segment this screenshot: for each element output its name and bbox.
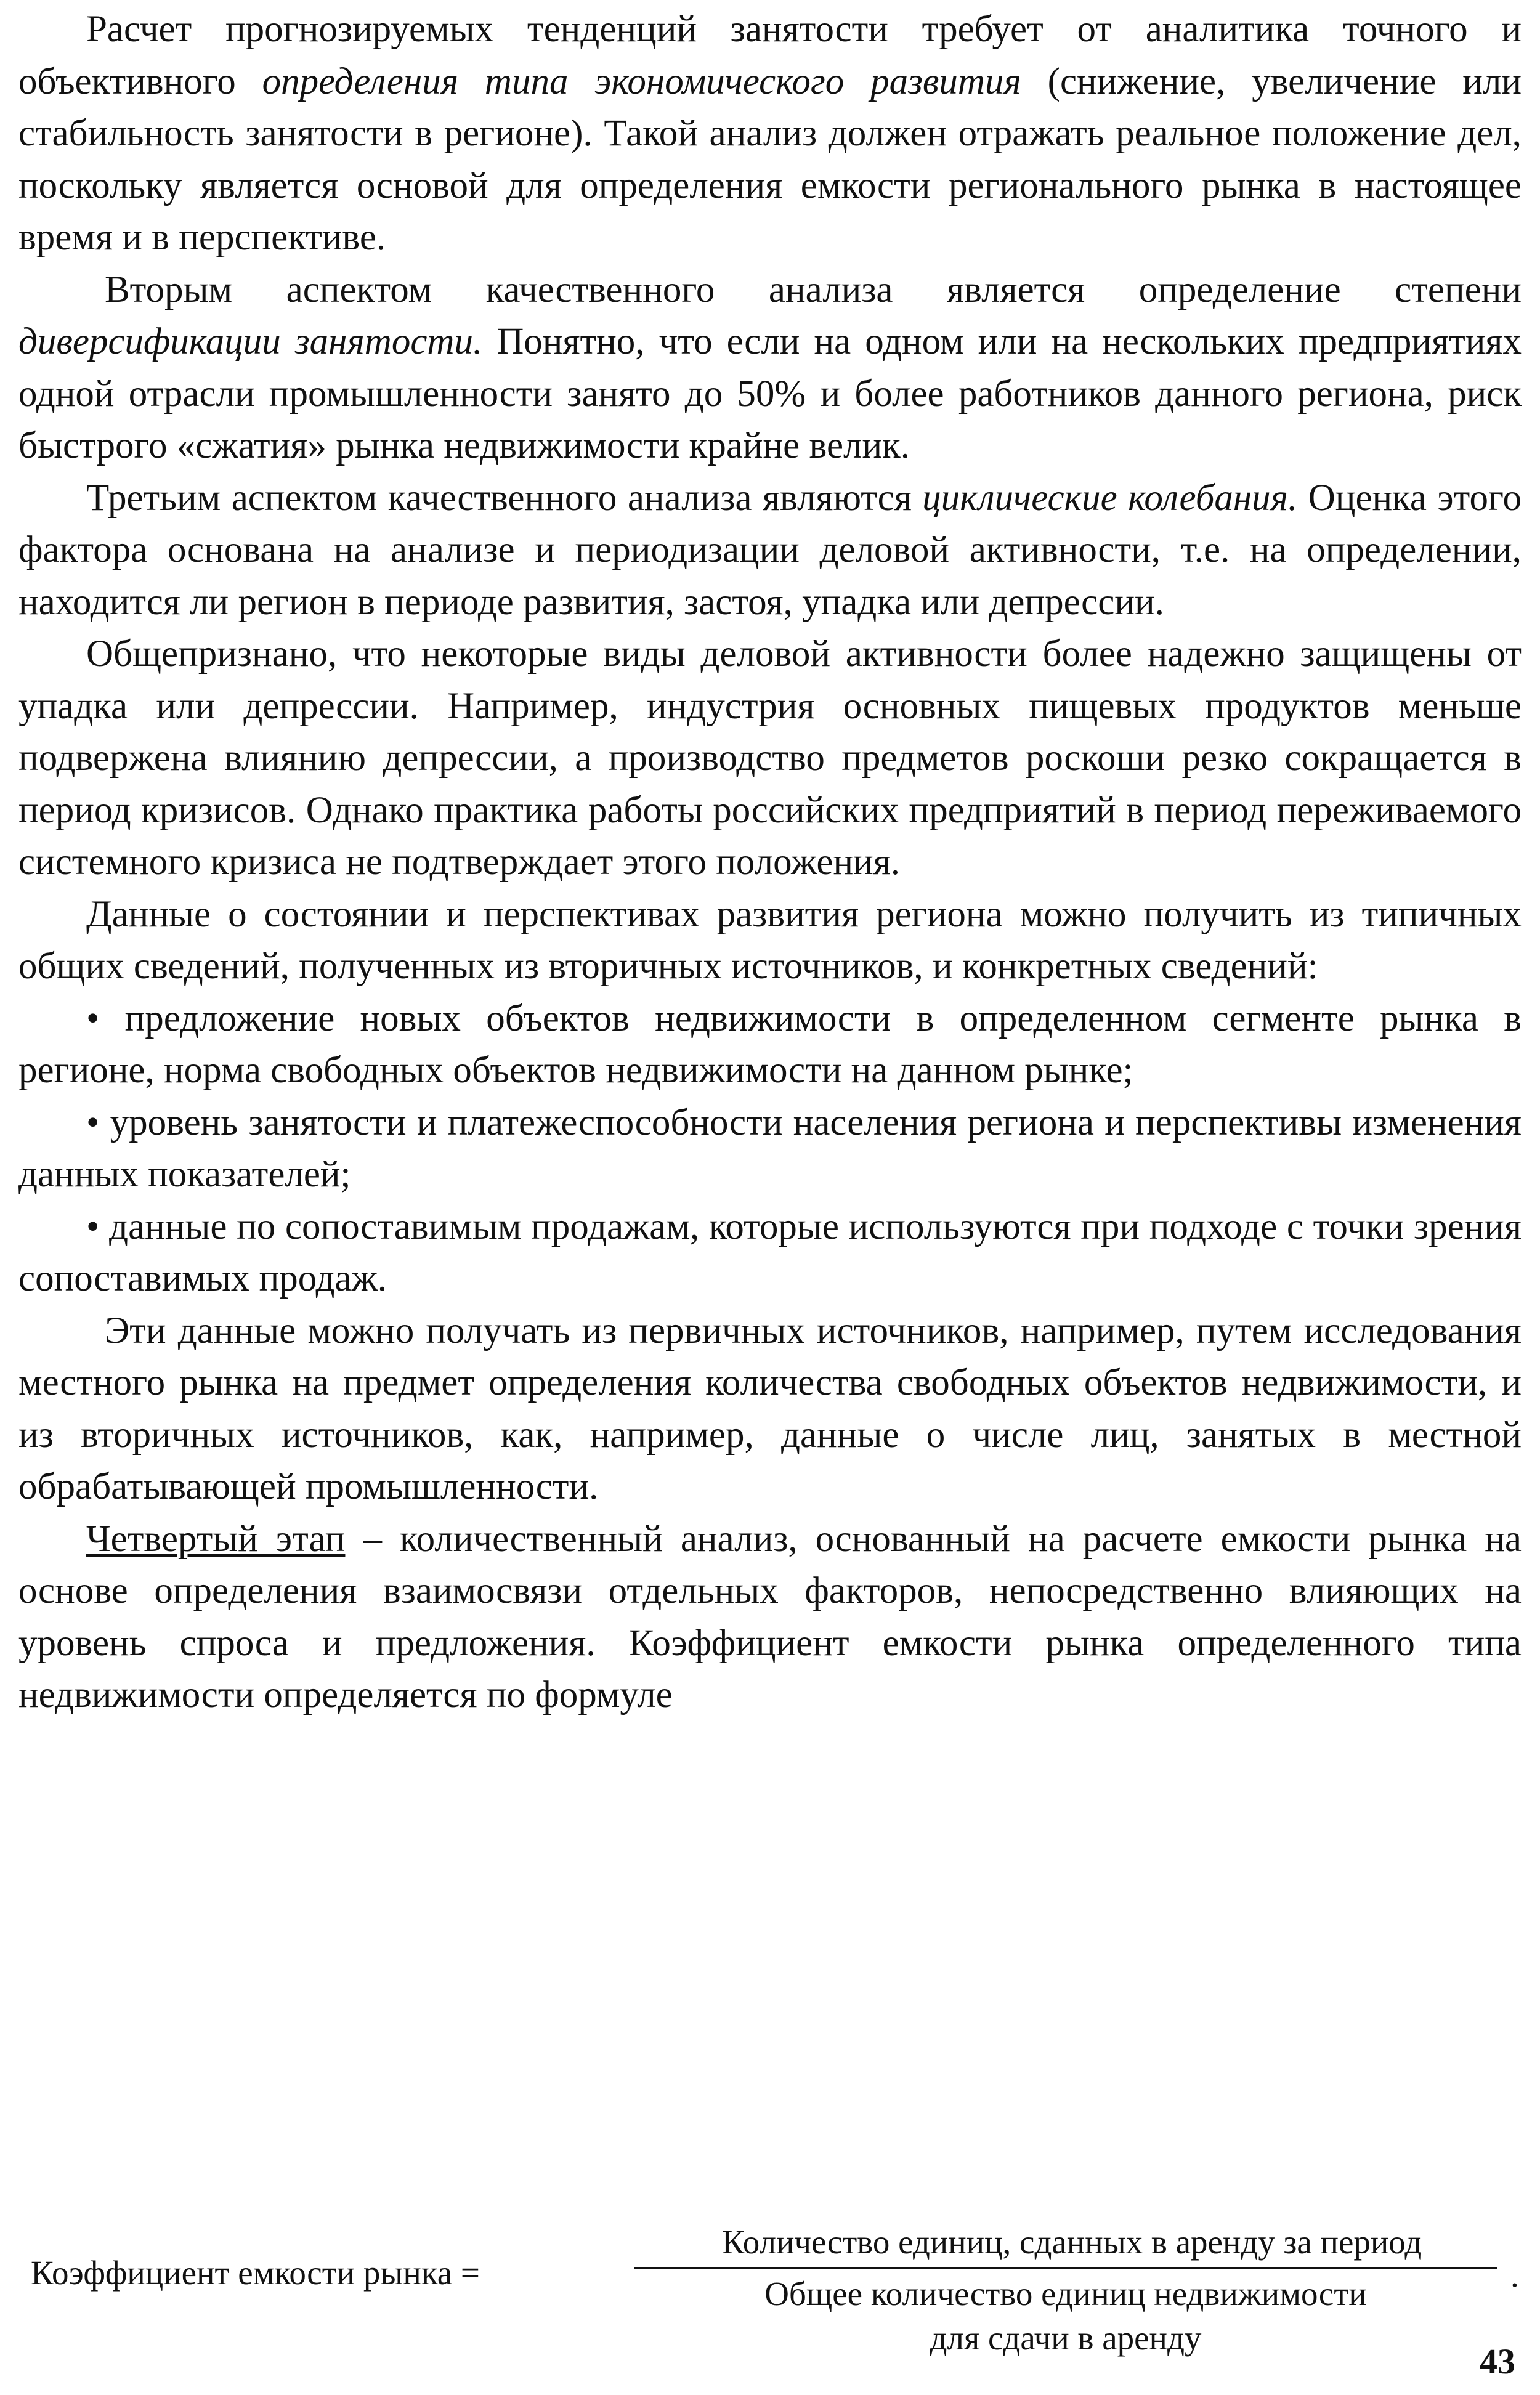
term-economic-development-type: определения типа экономического развития (262, 60, 1021, 102)
formula-denominator (634, 2269, 1497, 2361)
formula-numerator: Количество единиц, сданных в аренду за период (721, 2223, 1422, 2261)
formula-terminator: . (1510, 2256, 1519, 2294)
bullet-new-property-supply: • предложение новых объектов недвижимости в определенном сегменте рынка в регионе, норма свободных объектов недвижимости на данном рынке; (18, 997, 1522, 1091)
paragraph-data-sources: Эти данные можно получать из первичных источников, например, путем исследования местного рынка на предмет определения количества свободных объектов недвижимости, и из вторичных источников, как, например, данные о числе лиц, занятых в местной обрабатывающей промышленности. (18, 1310, 1522, 1507)
term-fourth-stage: Четвертый этап (86, 1518, 346, 1560)
paragraph-regional-data: Данные о состоянии и перспективах развития региона можно получить из типичных общих сведений, полученных из вторичных источников, и конкретных сведений: (18, 893, 1522, 987)
bullet-comparable-sales: • данные по сопоставимым продажам, которые используются при подходе с точки зрения сопоставимых продаж. (18, 1206, 1522, 1299)
paragraph-cyclical-fluctuations: Третьим аспектом качественного анализа являются циклические колебания. Оценка этого фактора основана на анализе и периодизации деловой активности, т.е. на определении, находится ли регион в периоде развития, застоя, упадка или депрессии. (18, 477, 1522, 623)
paragraph-fourth-stage: Четвертый этап – количественный анализ, основанный на расчете емкости рынка на основе определения взаимосвязи отдельных факторов, непосредственно влияющих на уровень спроса и предложения. Коэффициент емкости рынка определенного типа недвижимости определяется по формуле (18, 1518, 1522, 1716)
paragraph-business-activity: Общепризнано, что некоторые виды деловой активности более надежно защищены от упадка или депрессии. Например, индустрия основных пищевых продуктов меньше подвержена влиянию депрессии, а производство предметов роскоши резко сокращается в период кризисов. Однако практика работы российских предприятий в период переживаемого системного кризиса не подтверждает этого положения. (18, 633, 1522, 883)
bullet-employment-solvency: • уровень занятости и платежеспособности населения региона и перспективы изменения данных показателей; (18, 1101, 1522, 1195)
market-capacity-formula (18, 2218, 1522, 2365)
term-cyclical-fluctuations: циклические колебания. (922, 477, 1298, 519)
formula-fraction (634, 2218, 1509, 2361)
page-body (18, 0, 1522, 2395)
paragraph-employment-forecast: Расчет прогнозируемых тенденций занятости требует от аналитика точного и объективного определения типа экономического развития (снижение, увеличение или стабильность занятости в регионе). Такой анализ должен отражать реальное положение дел, поскольку является основой для определения емкости регионального рынка в настоящее время и в перспективе. (18, 9, 1522, 258)
formula-denominator-line-1: Общее количество единиц недвижимости (764, 2275, 1367, 2312)
formula-label: Коэффициент емкости рынка = (31, 2254, 480, 2292)
paragraph-employment-diversification: Вторым аспектом качественного анализа является определение степени диверсификации занятости. Понятно, что если на одном или на нескольких предприятиях одной отрасли промышленности занято до 50% и более работников данного региона, риск быстрого «сжатия» рынка недвижимости крайне велик. (18, 269, 1522, 466)
formula-denominator-line-2: для сдачи в аренду (930, 2319, 1202, 2357)
term-employment-diversification: диверсификации занятости. (18, 321, 483, 362)
page-number: 43 (1480, 2341, 1515, 2381)
